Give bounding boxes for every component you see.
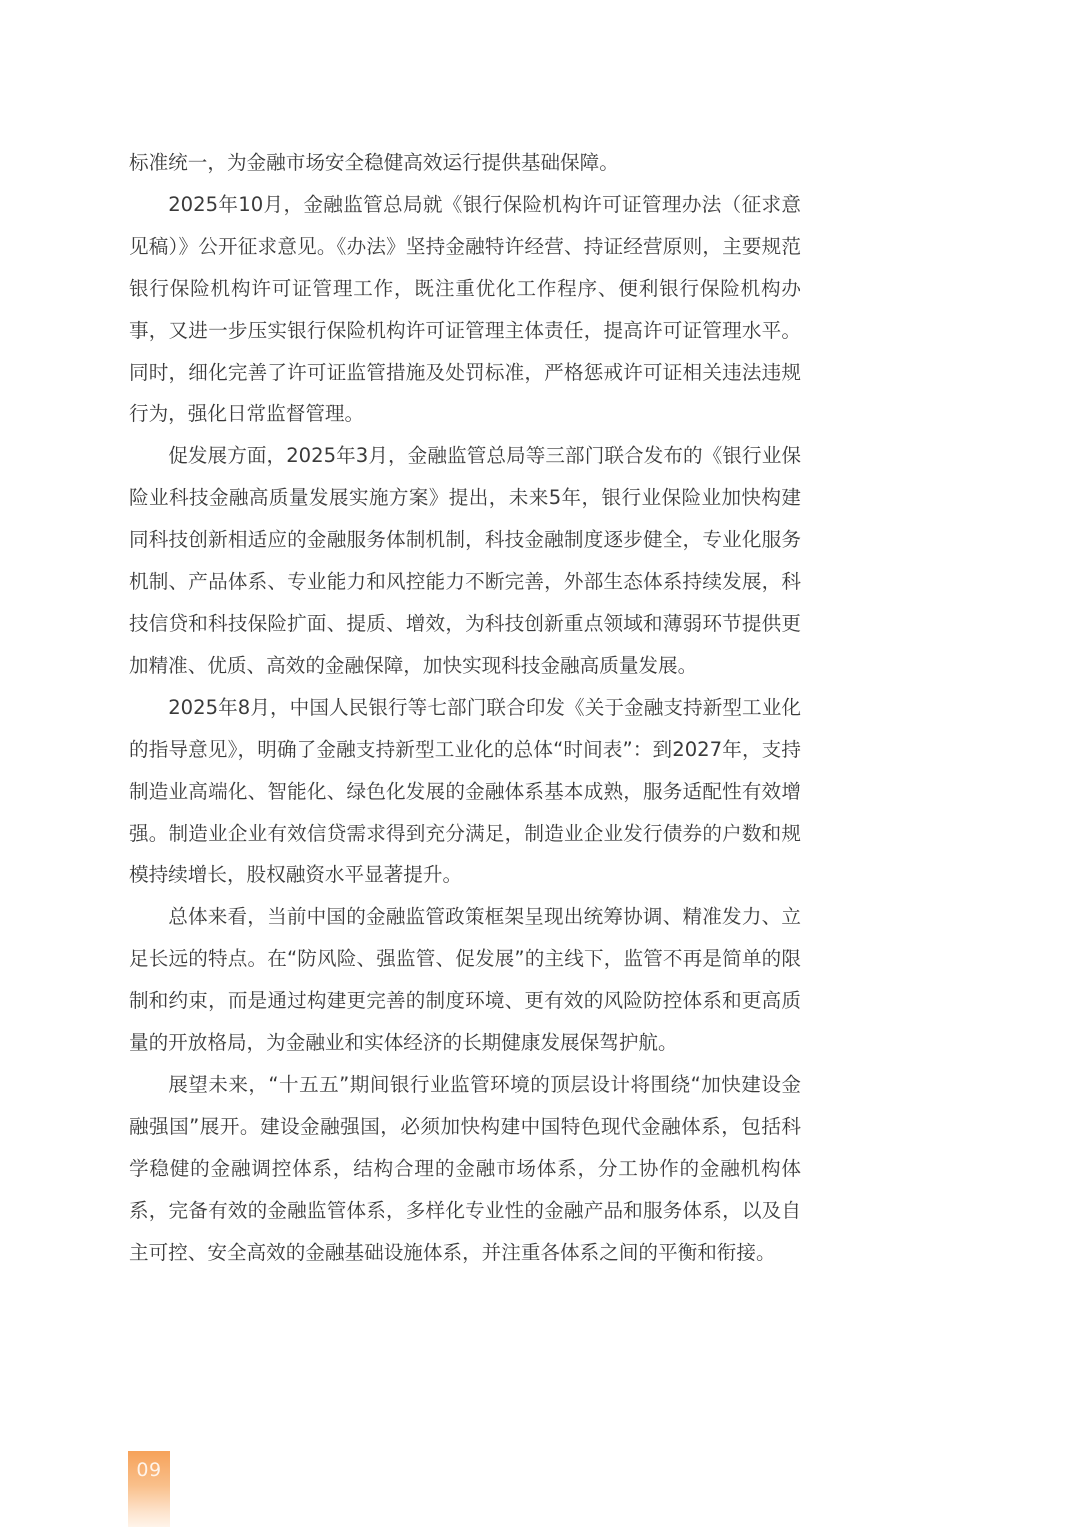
page-body	[129, 142, 801, 1273]
paragraph-new-industrialization: 2025年8月，中国人民银行等七部门联合印发《关于金融支持新型工业化的指导意见》，明确了金融支持新型工业化的总体“时间表”：到2027年，支持制造业高端化、智能化、绿色化发展的金融体系基本成熟，服务适配性有效增强。制造业企业有效信贷需求得到充分满足，制造业企业发行债券的户数和规模持续增长，股权融资水平显著提升。	[129, 695, 801, 887]
paragraph-overall-view: 总体来看，当前中国的金融监管政策框架呈现出统筹协调、精准发力、立足长远的特点。在“防风险、强监管、促发展”的主线下，监管不再是简单的限制和约束，而是通过构建更完善的制度环境、更有效的风险防控体系和更高质量的开放格局，为金融业和实体经济的长期健康发展保驾护航。	[129, 905, 801, 1055]
page-number-tab	[128, 1451, 170, 1527]
paragraph-outlook: 展望未来，“十五五”期间银行业监管环境的顶层设计将围绕“加快建设金融强国”展开。建设金融强国，必须加快构建中国特色现代金融体系，包括科学稳健的金融调控体系，结构合理的金融市场体系，分工协作的金融机构体系，完备有效的金融监管体系，多样化专业性的金融产品和服务体系，以及自主可控、安全高效的金融基础设施体系，并注重各体系之间的平衡和衔接。	[129, 1072, 801, 1264]
paragraph-continuation: 标准统一，为金融市场安全稳健高效运行提供基础保障。	[129, 151, 619, 174]
paragraph-tech-finance: 促发展方面，2025年3月，金融监管总局等三部门联合发布的《银行业保险业科技金融高质量发展实施方案》提出，未来5年，银行业保险业加快构建同科技创新相适应的金融服务体制机制，科技金融制度逐步健全，专业化服务机制、产品体系、专业能力和风控能力不断完善，外部生态体系持续发展，科技信贷和科技保险扩面、提质、增效，为科技创新重点领域和薄弱环节提供更加精准、优质、高效的金融保障，加快实现科技金融高质量发展。	[129, 444, 801, 677]
page-number: 09	[136, 1459, 162, 1481]
paragraph-license-management: 2025年10月，金融监管总局就《银行保险机构许可证管理办法（征求意见稿）》公开征求意见。《办法》坚持金融特许经营、持证经营原则，主要规范银行保险机构许可证管理工作，既注重优化工作程序、便利银行保险机构办事，又进一步压实银行保险机构许可证管理主体责任，提高许可证管理水平。同时，细化完善了许可证监管措施及处罚标准，严格惩戒许可证相关违法违规行为，强化日常监督管理。	[129, 192, 801, 426]
